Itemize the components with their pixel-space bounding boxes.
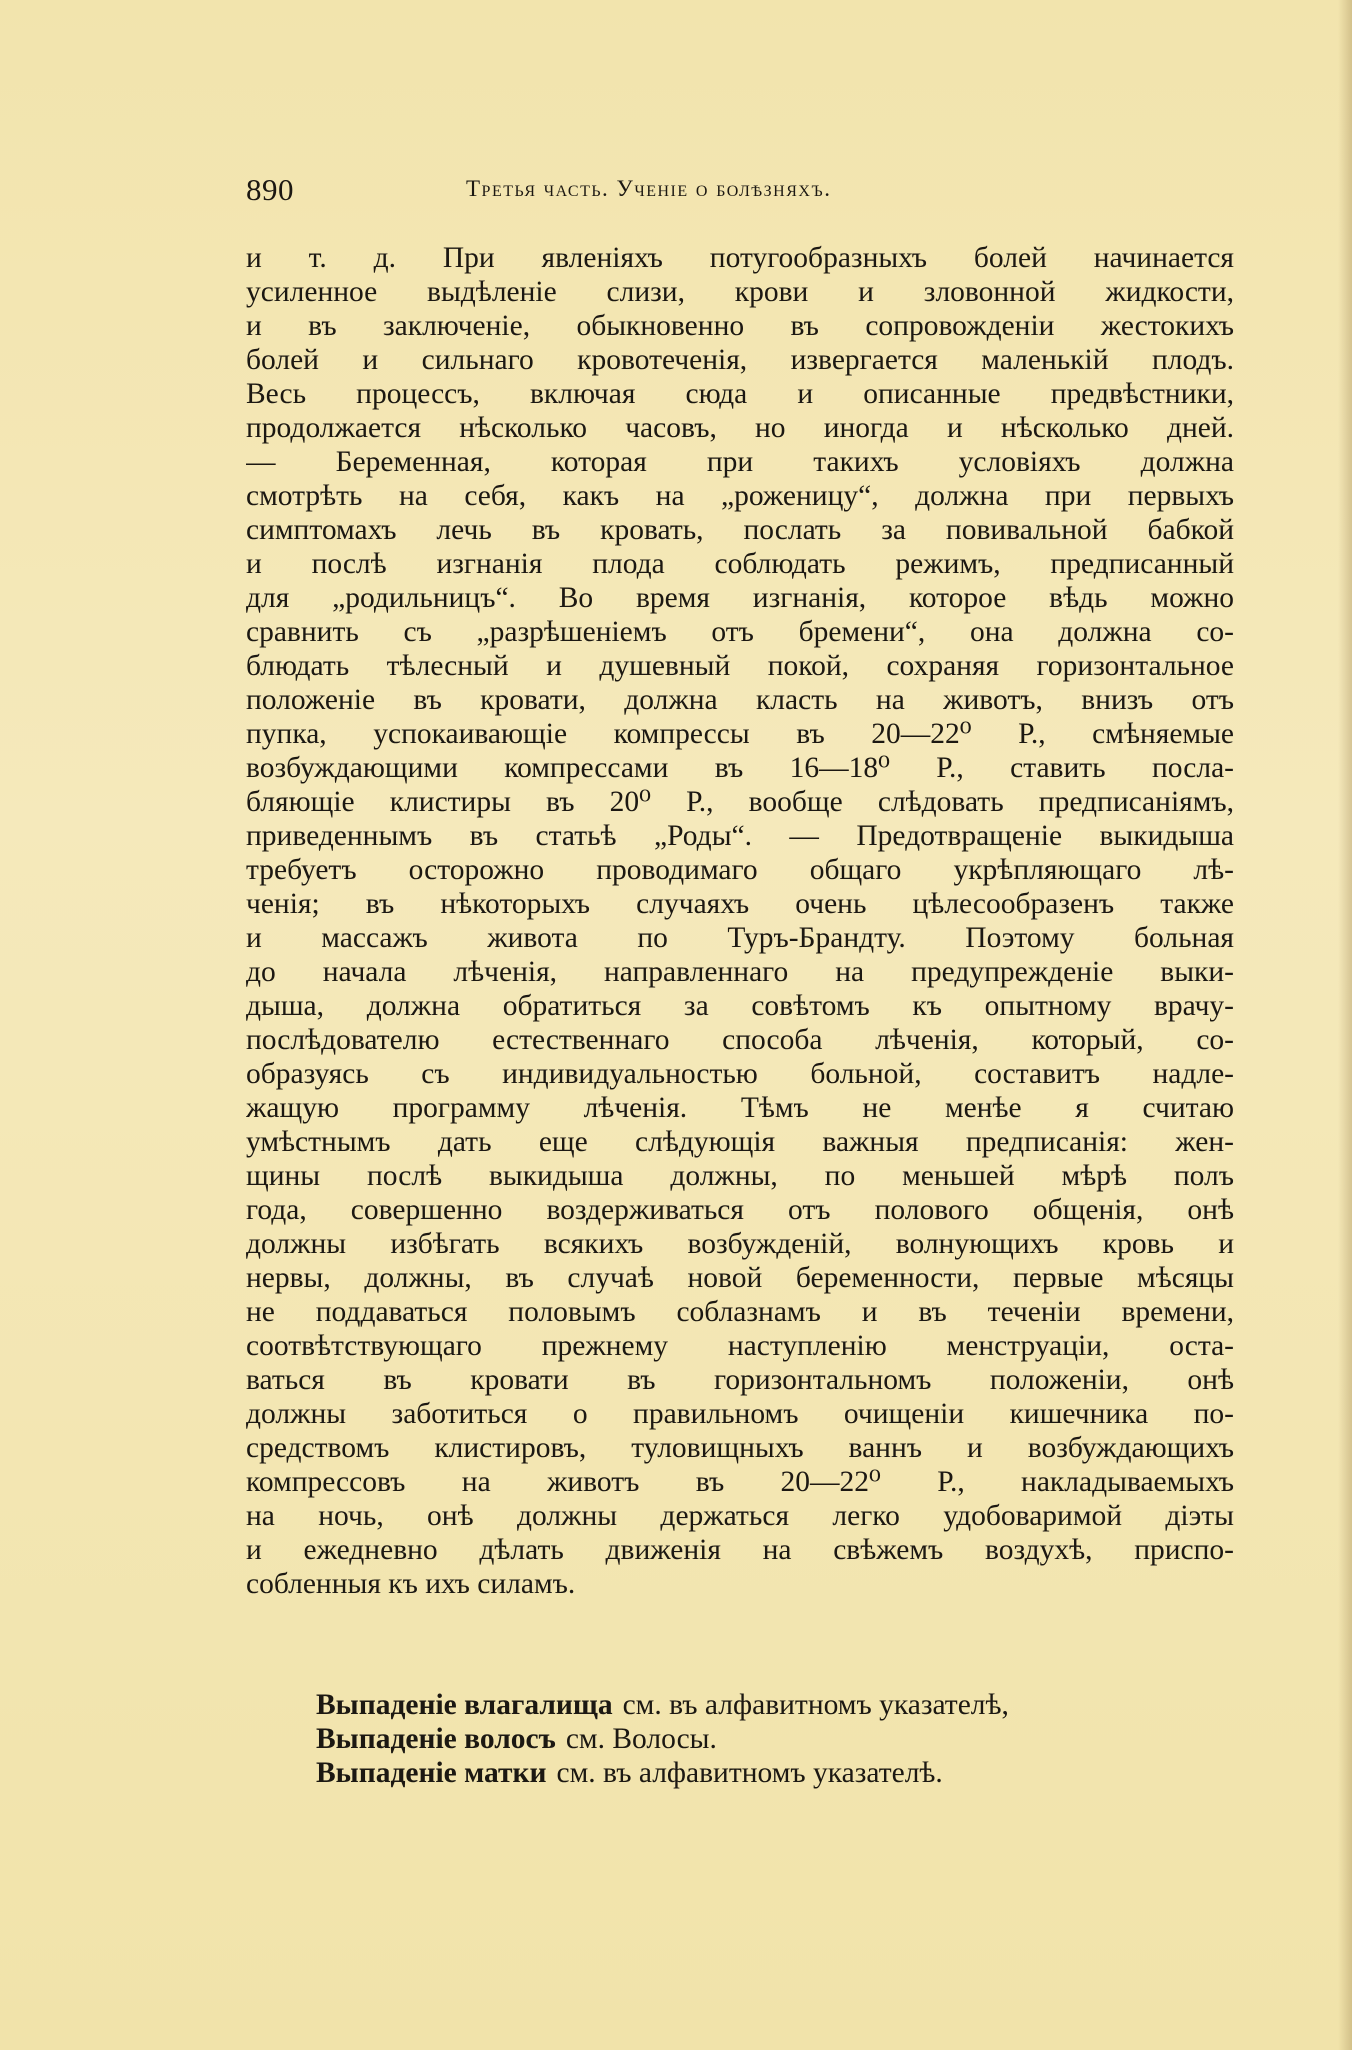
text-line: ваться въ кровати въ горизонтальномъ положеніи, онѣ — [246, 1364, 1234, 1396]
text-line: образуясь съ индивидуальностью больной, составитъ надле- — [246, 1058, 1234, 1090]
text-line: соотвѣтствующаго прежнему наступленію менструаціи, оста- — [246, 1330, 1234, 1362]
text-line: бляющіе клистиры въ 20⁰ Р., вообще слѣдовать предписаніямъ, — [246, 786, 1234, 818]
text-line: и т. д. При явленіяхъ потугообразныхъ болей начинается — [246, 242, 1234, 274]
text-line: положеніе въ кровати, должна класть на животъ, внизъ отъ — [246, 684, 1234, 716]
page-header — [246, 172, 1234, 206]
text-line: должны избѣгать всякихъ возбужденій, волнующихъ кровь и — [246, 1228, 1234, 1260]
text-line: и ежедневно дѣлать движенія на свѣжемъ воздухѣ, приспо- — [246, 1534, 1234, 1566]
cross-reference-entry — [316, 1722, 1234, 1756]
entry-reference: см. въ алфавитномъ указателѣ. — [556, 1757, 943, 1789]
text-line: умѣстнымъ дать еще слѣдующія важныя предписанія: жен- — [246, 1126, 1234, 1158]
text-line: и послѣ изгнанія плода соблюдать режимъ, предписанный — [246, 548, 1234, 580]
entry-term: Выпаденіе матки — [316, 1757, 547, 1789]
cross-reference-list — [316, 1688, 1234, 1790]
text-line: продолжается нѣсколько часовъ, но иногда и нѣсколько дней. — [246, 412, 1234, 444]
text-line: для „родильницъ“. Во время изгнанія, которое вѣдь можно — [246, 582, 1234, 614]
text-line: не поддаваться половымъ соблазнамъ и въ теченіи времени, — [246, 1296, 1234, 1328]
text-line: требуетъ осторожно проводимаго общаго укрѣпляющаго лѣ- — [246, 854, 1234, 886]
text-line: средствомъ клистировъ, туловищныхъ ваннъ и возбуждающихъ — [246, 1432, 1234, 1464]
text-line: и массажъ живота по Туръ-Брандту. Поэтому больная — [246, 922, 1234, 954]
page-number: 890 — [246, 172, 294, 207]
text-line: пупка, успокаивающіе компрессы въ 20—22⁰ Р., смѣняемые — [246, 718, 1234, 750]
text-line: ченія; въ нѣкоторыхъ случаяхъ очень цѣлесообразенъ также — [246, 888, 1234, 920]
text-line: усиленное выдѣленіе слизи, крови и зловонной жидкости, — [246, 276, 1234, 308]
text-line: собленныя къ ихъ силамъ. — [246, 1568, 576, 1600]
text-line: до начала лѣченія, направленнаго на предупрежденіе выки- — [246, 956, 1234, 988]
text-line: нервы, должны, въ случаѣ новой беременности, первые мѣсяцы — [246, 1262, 1234, 1294]
text-line: послѣдователю естественнаго способа лѣченія, который, со- — [246, 1024, 1234, 1056]
text-line: — Беременная, которая при такихъ условіяхъ должна — [246, 446, 1234, 478]
text-line: дыша, должна обратиться за совѣтомъ къ опытному врачу- — [246, 990, 1234, 1022]
cross-reference-entry — [316, 1688, 1234, 1722]
text-line: щины послѣ выкидыша должны, по меньшей мѣрѣ полъ — [246, 1160, 1234, 1192]
text-line: года, совершенно воздерживаться отъ полового общенія, онѣ — [246, 1194, 1234, 1226]
text-line: блюдать тѣлесный и душевный покой, сохраняя горизонтальное — [246, 650, 1234, 682]
entry-term: Выпаденіе волосъ — [316, 1723, 556, 1755]
text-line: и въ заключеніе, обыкновенно въ сопровожденіи жестокихъ — [246, 310, 1234, 342]
text-line: приведеннымъ въ статьѣ „Роды“. — Предотвращеніе выкидыша — [246, 820, 1234, 852]
cross-reference-entry — [316, 1756, 1234, 1790]
entry-term: Выпаденіе влагалища — [316, 1689, 613, 1721]
text-line: симптомахъ лечь въ кровать, послать за повивальной бабкой — [246, 514, 1234, 546]
text-line: на ночь, онѣ должны держаться легко удобоваримой діэты — [246, 1500, 1234, 1532]
text-line: болей и сильнаго кровотеченія, извергается маленькій плодъ. — [246, 344, 1234, 376]
entry-reference: см. Волосы. — [565, 1723, 717, 1755]
text-line: должны заботиться о правильномъ очищеніи кишечника по- — [246, 1398, 1234, 1430]
text-line: Весь процессъ, включая сюда и описанные предвѣстники, — [246, 378, 1234, 410]
entry-reference: см. въ алфавитномъ указателѣ, — [622, 1689, 1009, 1721]
text-line: сравнить съ „разрѣшеніемъ отъ бремени“, она должна со- — [246, 616, 1234, 648]
text-line: смотрѣть на себя, какъ на „роженицу“, должна при первыхъ — [246, 480, 1234, 512]
running-head: Третья часть. Ученіе о болѣзняхъ. — [466, 176, 832, 201]
text-line: жащую программу лѣченія. Тѣмъ не менѣе я считаю — [246, 1092, 1234, 1124]
main-paragraph — [246, 241, 1234, 1601]
text-line: компрессовъ на животъ въ 20—22⁰ Р., накладываемыхъ — [246, 1466, 1234, 1498]
text-line: возбуждающими компрессами въ 16—18⁰ Р., ставить посла- — [246, 752, 1234, 784]
